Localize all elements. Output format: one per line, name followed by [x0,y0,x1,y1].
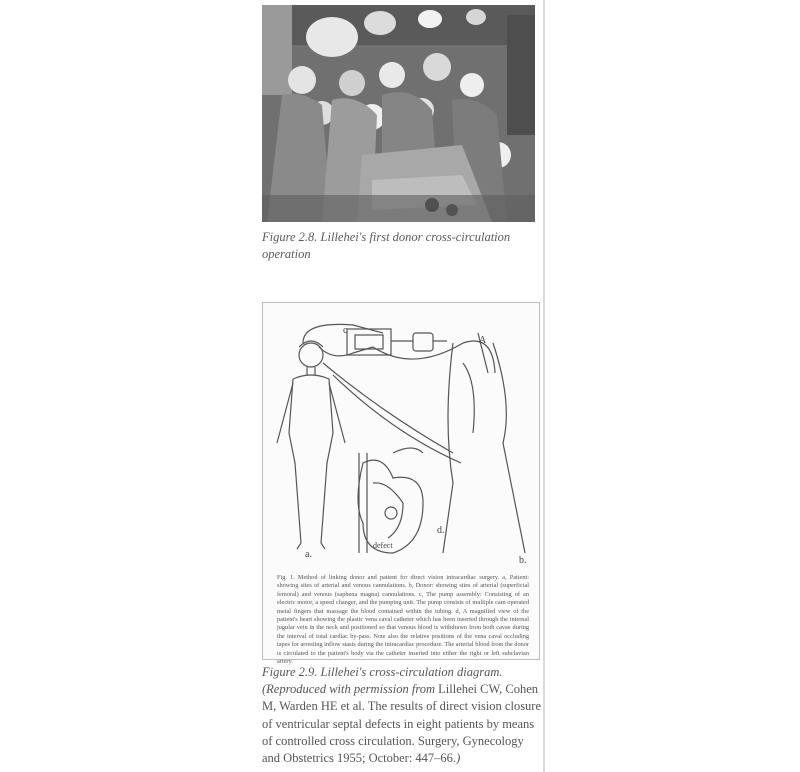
diagram-inset-legend: Fig. 1. Method of linking donor and patient for direct vision intracardiac surgery. a, Patient: showing sites of arterial and venous cannulations. b, Donor: showing sites of arterial (superficial femoral) and venous (saphena magna) cannulations. c, The pump assembly: Consisting of an electric motor, a speed changer, and the pumping unit. The pump consists of multiple cam operated metal fingers that massage the blood contained within the tubing. d, A magnified view of the patient's heart showing the plastic vena caval catheter which has been inserted through the internal jugular vein in the neck and positioned so that venous blood is withdrawn from both cavae during the interval of total cardiac by-pass. Note also the relative positions of the vena caval occluding tapes for arresting inflow stasis during the intracardiac procedure. The arterial blood from the donor is circulated to the patient's body via the catheter inserted into either the right or left subclavian artery. [277,574,529,666]
label-A: A [479,335,487,346]
label-b: b. [519,555,527,566]
figure-2-9-caption-italic: Figure 2.9. Lillehei's cross-circulation diagram. (Reproduced with permission from [262,665,503,697]
operation-photo-drawing [262,5,535,222]
operation-photograph [262,5,535,222]
label-d: d. [437,525,445,536]
page-edge-rule [543,0,545,772]
label-c: c [343,325,348,336]
figure-2-9-caption-reference: Lillehei CW, Cohen M, Warden HE et al. The results of direct vision closure of ventricular septal defects in eight patients by means of controlled cross circulation. Surgery, Gynecology and Obstetrics 1955; October: 447–66. [262,682,542,766]
figure-2-8-caption: Figure 2.8. Lillehei's first donor cross-circulation operation [262,230,511,261]
figure-2-9-caption [262,664,542,767]
cross-circulation-diagram [262,302,540,666]
figure-2-9-caption-close: ) [456,751,461,766]
label-a: a. [305,549,312,560]
label-defect: defect [373,541,393,550]
